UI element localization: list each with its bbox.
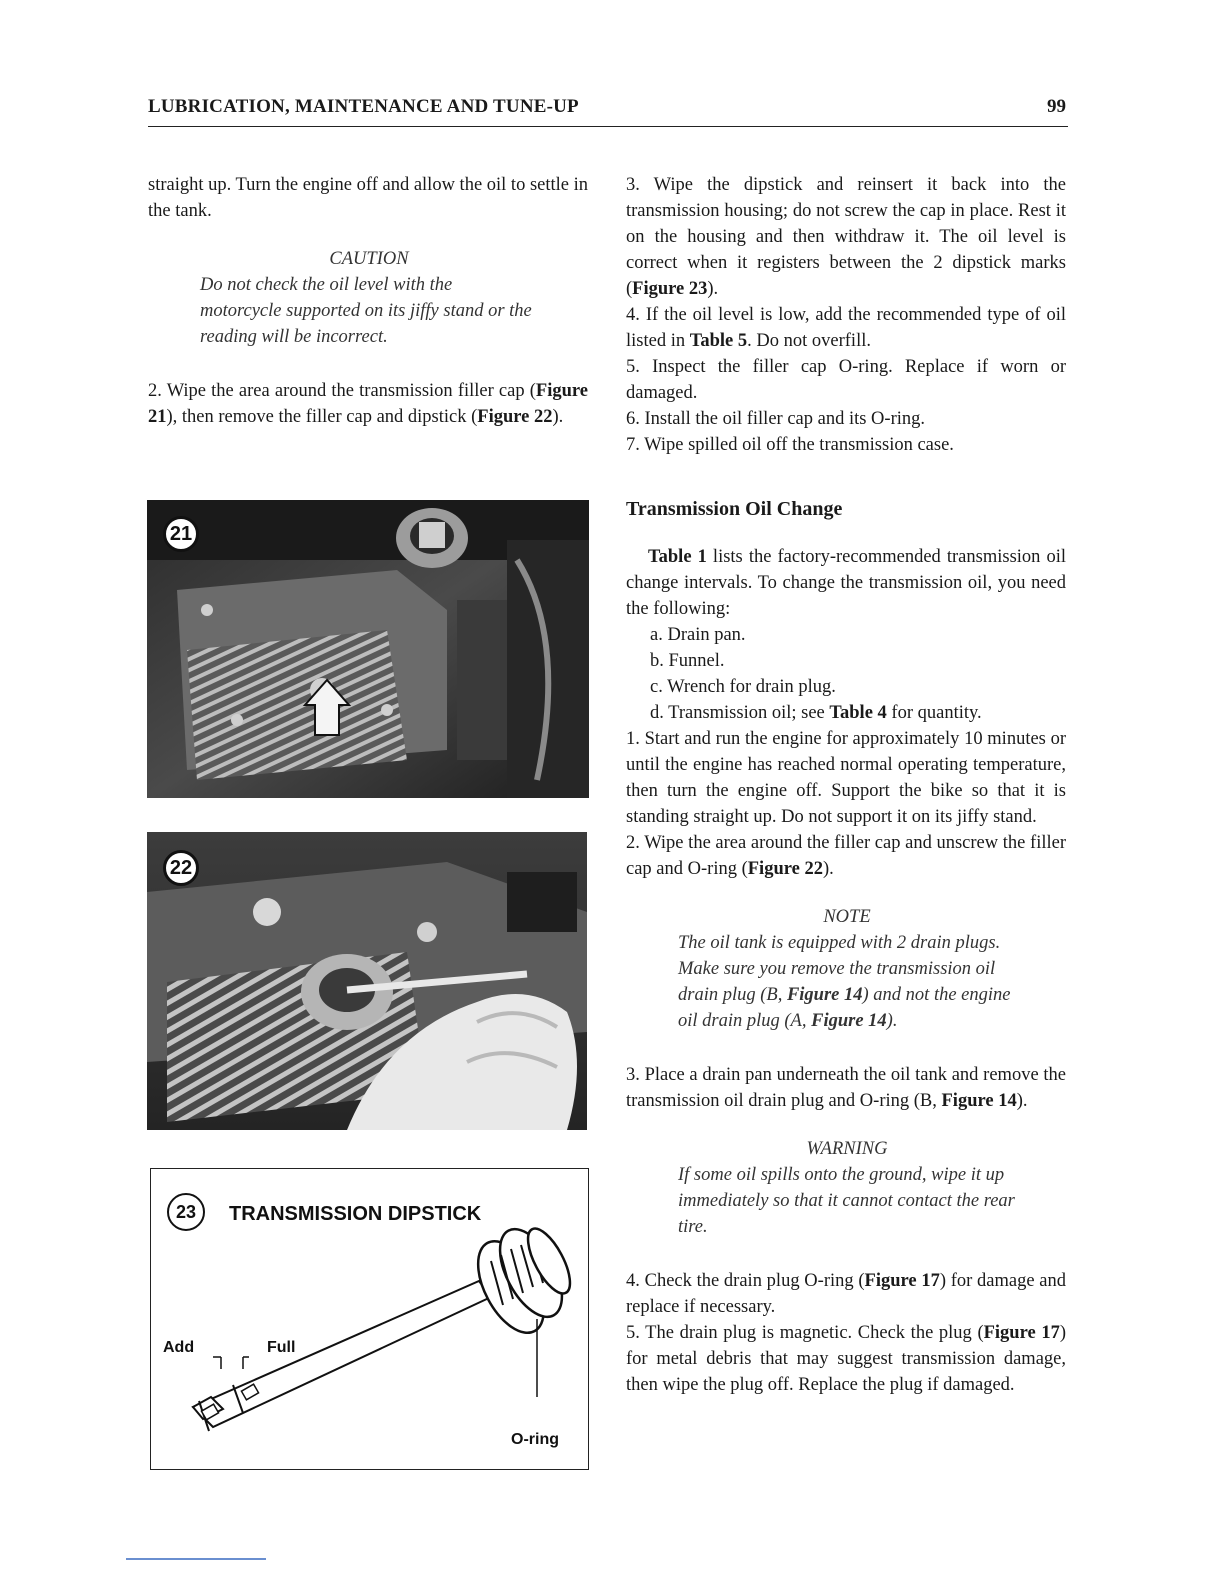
step-3: 3. Wipe the dipstick and reinsert it back into the transmission housing; do not screw the cap in place. Rest it on the housing and then withdraw it. The oil level is correct when it registers between the 2 dipstick marks (Figure 23).: [626, 175, 1066, 299]
figure-23-title: TRANSMISSION DIPSTICK: [229, 1203, 482, 1225]
note-text: The oil tank is equipped with 2 drain plugs. Make sure you remove the transmission oil drain plug (B, Figure 14) and not the engine oil drain plug (A, Figure 14).: [678, 933, 1011, 1031]
figure-21-photo: [147, 500, 589, 798]
caution-text: Do not check the oil level with the motorcycle supported on its jiffy stand or the reading will be incorrect.: [200, 275, 532, 347]
dipstick-drawing: [151, 1169, 588, 1469]
section-intro: Table 1 lists the factory-recommended transmission oil change intervals. To change the transmission oil, you need the following:: [626, 547, 1067, 619]
dipstick-shaft: [193, 1281, 491, 1431]
step-7: 7. Wipe spilled oil off the transmission case.: [626, 435, 954, 455]
change-step-5: 5. The drain plug is magnetic. Check the plug (Figure 17) for metal debris that may suggest transmission damage, then wipe the plug off. Replace the plug if damaged.: [626, 1323, 1066, 1395]
figure-23-diagram: [150, 1168, 589, 1470]
list-item: a. Drain pan.: [650, 625, 746, 645]
right-column-text: [626, 172, 1066, 1398]
caution-heading: CAUTION: [329, 249, 409, 269]
step-2-left: 2. Wipe the area around the transmission filler cap (Figure 21), then remove the filler cap and dipstick (Figure 22).: [148, 381, 588, 427]
section-heading: Transmission Oil Change: [626, 498, 843, 520]
figure-21-image: [147, 500, 589, 798]
dipstick-cap: [465, 1219, 579, 1343]
figure-22-image: [147, 832, 587, 1130]
list-item: c. Wrench for drain plug.: [650, 677, 836, 697]
change-step-3: 3. Place a drain pan underneath the oil tank and remove the transmission oil drain plug and O-ring (B, Figure 14).: [626, 1065, 1066, 1111]
paragraph-intro: straight up. Turn the engine off and allow the oil to settle in the tank.: [148, 175, 589, 221]
change-step-4: 4. Check the drain plug O-ring (Figure 17) for damage and replace if necessary.: [626, 1271, 1067, 1317]
running-head: LUBRICATION, MAINTENANCE AND TUNE-UP: [148, 96, 579, 117]
figure-22-photo: [147, 832, 587, 1130]
figure-ref: Figure 22: [477, 407, 553, 427]
caution-box: [200, 246, 538, 350]
supplies-list: [626, 622, 1066, 726]
change-step-1: 1. Start and run the engine for approximately 10 minutes or until the engine has reached normal operating temperature, then turn the engine off. Support the bike so that it is standing straight up. Do not support it on its jiffy stand.: [626, 729, 1066, 827]
figure-22-badge: 22: [163, 850, 199, 886]
warning-box: [678, 1136, 1016, 1240]
warning-text: If some oil spills onto the ground, wipe it up immediately so that it cannot contact the rear tire.: [678, 1165, 1015, 1237]
warning-heading: WARNING: [806, 1139, 888, 1159]
note-box: [678, 904, 1016, 1034]
step-6: 6. Install the oil filler cap and its O-ring.: [626, 409, 926, 429]
change-step-2: 2. Wipe the area around the filler cap and unscrew the filler cap and O-ring (Figure 22).: [626, 833, 1066, 879]
footer-rule: [126, 1558, 266, 1560]
page-header: [148, 94, 1068, 127]
label-full: Full: [267, 1339, 296, 1356]
list-item: b. Funnel.: [650, 651, 725, 671]
label-add: Add: [163, 1339, 195, 1356]
page-number: 99: [1047, 96, 1066, 117]
label-oring: O-ring: [511, 1431, 559, 1448]
list-item: d. Transmission oil; see Table 4 for quantity.: [650, 703, 982, 723]
figure-ref: Figure 21: [148, 381, 588, 427]
note-heading: NOTE: [823, 907, 871, 927]
figure-23-badge: 23: [167, 1193, 205, 1231]
step-5: 5. Inspect the filler cap O-ring. Replace if worn or damaged.: [626, 357, 1066, 403]
left-column-text: [148, 172, 588, 430]
figure-21-badge: 21: [163, 516, 199, 552]
step-4: 4. If the oil level is low, add the recommended type of oil listed in Table 5. Do not overfill.: [626, 305, 1066, 351]
